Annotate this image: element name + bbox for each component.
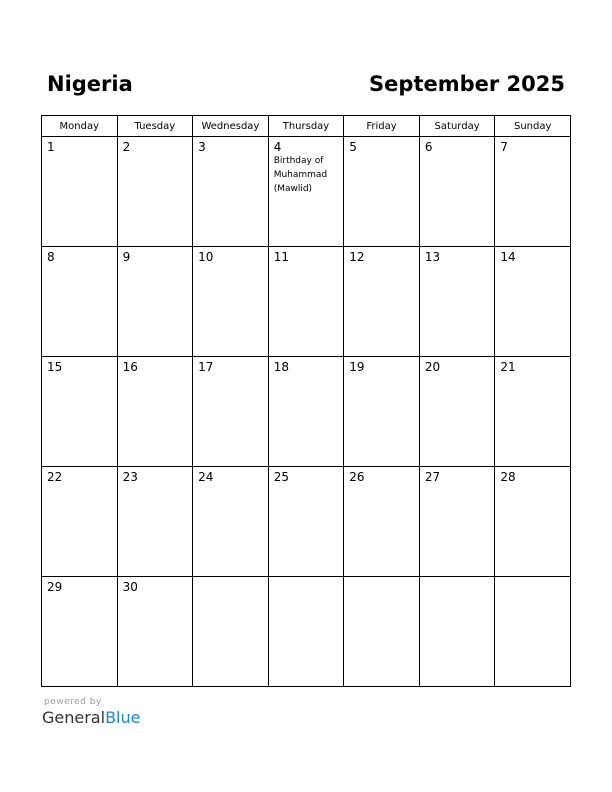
day-cell: [117, 137, 193, 247]
day-cell-empty: [419, 577, 495, 687]
day-number: 3: [198, 140, 206, 154]
day-number: 2: [122, 140, 131, 154]
day-cell: [495, 467, 571, 577]
day-number: 1: [47, 140, 55, 154]
day-number: 8: [47, 250, 55, 264]
day-number: 19: [349, 360, 365, 374]
day-cell: [193, 357, 269, 467]
day-cell: [117, 467, 193, 577]
day-cell-empty: [495, 577, 571, 687]
week-row-2: [42, 247, 571, 357]
day-number: 21: [500, 360, 516, 374]
country-title: Nigeria: [47, 72, 133, 96]
holiday-event: Birthday of Muhammad (Mawlid): [273, 156, 328, 194]
day-cell: [193, 467, 269, 577]
day-cell: [193, 137, 269, 247]
day-number: 20: [424, 360, 441, 374]
day-number: [269, 577, 344, 580]
day-number: 11: [273, 250, 289, 264]
day-cell: [419, 357, 495, 467]
day-cell: [268, 137, 344, 247]
day-cell-empty: [268, 577, 344, 687]
day-number: [420, 577, 495, 580]
day-cell: [495, 137, 571, 247]
week-row-3: [42, 357, 571, 467]
day-number: 29: [47, 580, 63, 594]
weekday-saturday: Saturday: [419, 116, 495, 137]
day-cell: [42, 357, 118, 467]
day-cell: [344, 357, 420, 467]
day-number: [193, 577, 268, 580]
day-cell: [42, 467, 118, 577]
day-number: 16: [122, 360, 138, 374]
day-number: 4: [273, 140, 282, 154]
powered-by-label: powered by: [44, 697, 102, 707]
day-cell: [344, 467, 420, 577]
day-number: 28: [500, 470, 516, 484]
day-cell: [495, 247, 571, 357]
weekday-wednesday: Wednesday: [193, 116, 269, 137]
day-number: 13: [424, 250, 441, 264]
weekday-header-row: [42, 116, 571, 137]
day-number: 9: [122, 250, 131, 264]
day-cell-empty: [193, 577, 269, 687]
day-cell-empty: [344, 577, 420, 687]
day-cell: [42, 577, 118, 687]
day-number: 24: [198, 470, 214, 484]
month-year-title: September 2025: [369, 72, 565, 96]
day-cell: [495, 357, 571, 467]
brand-general-text: General: [42, 708, 106, 727]
day-number: 25: [273, 470, 289, 484]
day-cell: [268, 247, 344, 357]
calendar-grid: [41, 115, 571, 687]
day-cell: [344, 137, 420, 247]
day-cell: [42, 137, 118, 247]
week-row-5: [42, 577, 571, 687]
day-cell: [117, 577, 193, 687]
weekday-monday: Monday: [42, 116, 118, 137]
day-number: 30: [122, 580, 138, 594]
day-cell: [268, 357, 344, 467]
day-number: 22: [47, 470, 63, 484]
day-number: [495, 577, 570, 580]
day-number: 18: [273, 360, 289, 374]
weekday-friday: Friday: [344, 116, 420, 137]
day-cell: [117, 247, 193, 357]
day-cell: [193, 247, 269, 357]
week-row-4: [42, 467, 571, 577]
day-number: [344, 577, 419, 580]
day-cell: [344, 247, 420, 357]
weekday-tuesday: Tuesday: [117, 116, 193, 137]
day-number: 12: [349, 250, 365, 264]
weekday-thursday: Thursday: [268, 116, 344, 137]
day-number: 5: [349, 140, 357, 154]
day-number: 10: [198, 250, 214, 264]
day-number: 14: [500, 250, 516, 264]
day-cell: [42, 247, 118, 357]
generalblue-logo[interactable]: [42, 708, 140, 728]
day-cell: [268, 467, 344, 577]
brand-blue-text: Blue: [105, 708, 141, 727]
week-row-1: [42, 137, 571, 247]
day-number: 17: [198, 360, 214, 374]
day-number: 7: [500, 140, 509, 154]
day-cell: [419, 247, 495, 357]
day-cell: [419, 467, 495, 577]
day-number: 15: [47, 360, 63, 374]
day-number: 23: [122, 470, 138, 484]
day-number: 27: [424, 470, 441, 484]
day-cell: [419, 137, 495, 247]
weekday-sunday: Sunday: [495, 116, 571, 137]
day-cell: [117, 357, 193, 467]
day-number: 6: [424, 140, 433, 154]
day-number: 26: [349, 470, 365, 484]
